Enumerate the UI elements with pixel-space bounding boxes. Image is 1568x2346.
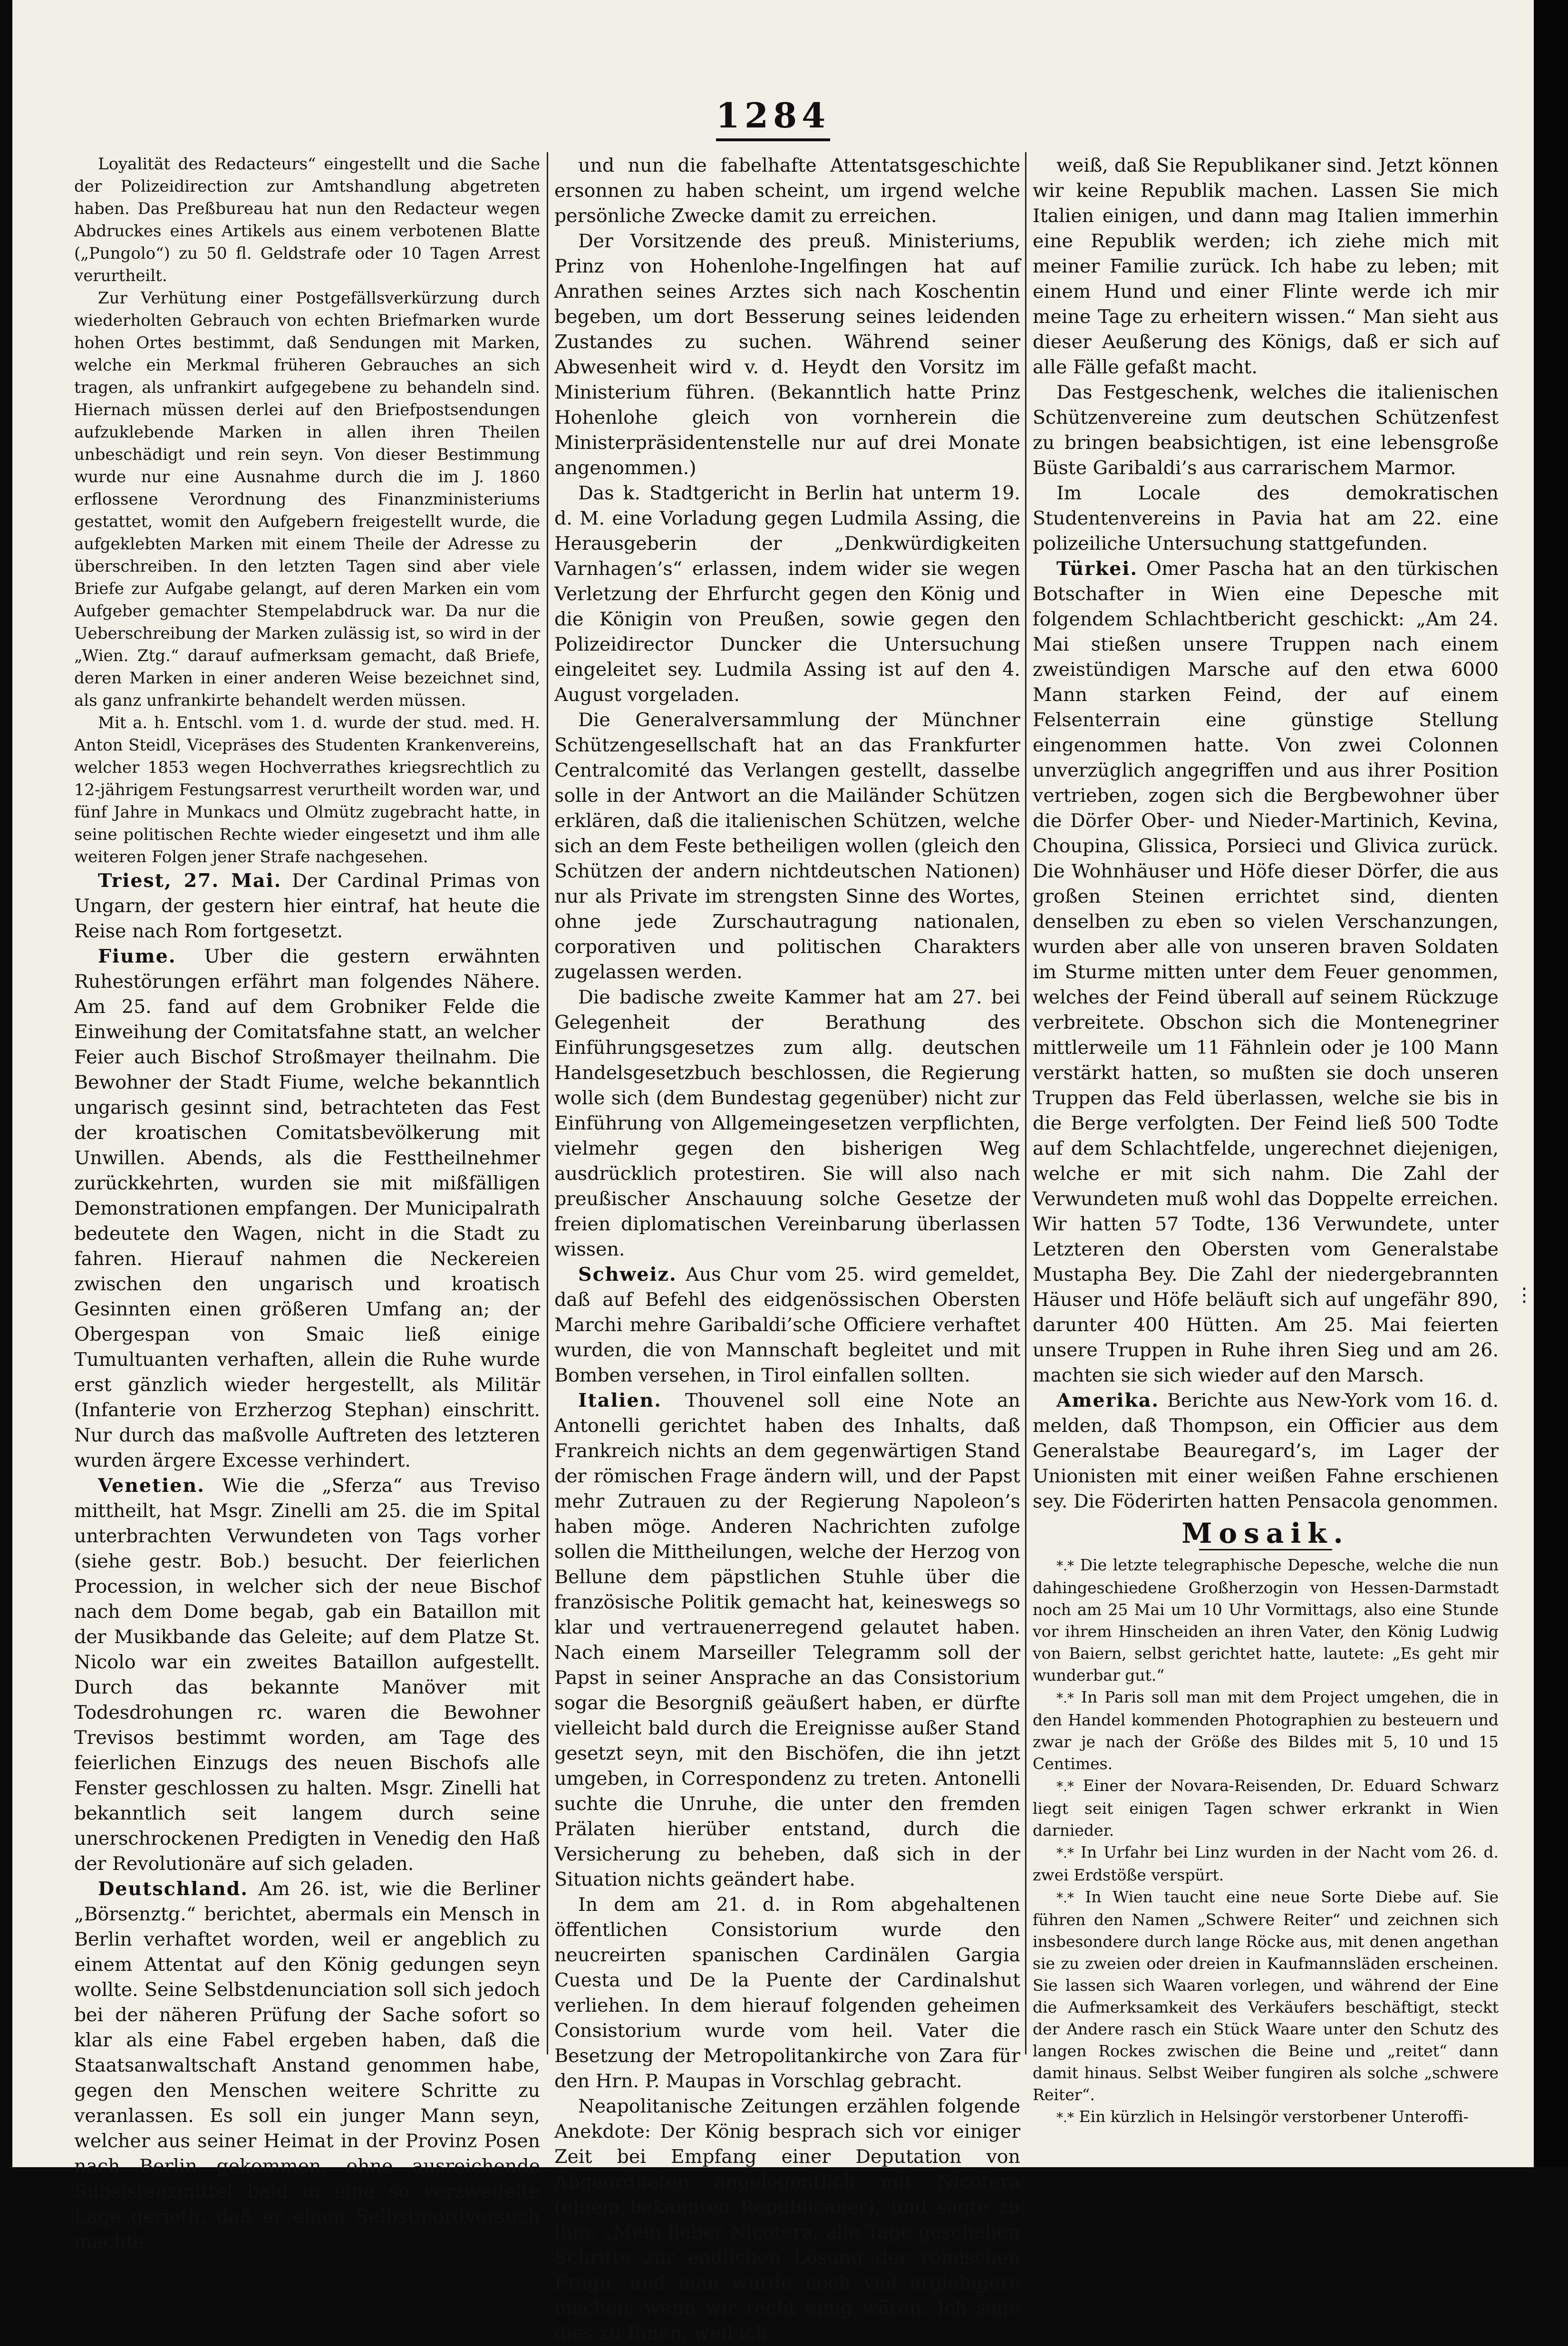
mosaik-item bbox=[1033, 1775, 1499, 1841]
column-2 bbox=[554, 153, 1021, 2344]
article-text: weiß, daß Sie Republikaner sind. Jetzt können wir keine Republik machen. Lassen Sie mich Italien einigen, und dann mag Italien immerhin eine Republik werden; ich ziehe mich mit meiner Familie zurück. Ich habe zu leben; mit einem Hund und einer Flinte werde ich mir meine Tage zu erheitern wissen.“ Man sieht aus dieser Aeußerung des Königs, daß er sich auf alle Fälle gefaßt macht. bbox=[1033, 155, 1499, 378]
article-paragraph bbox=[1033, 556, 1499, 1388]
article-paragraph bbox=[554, 985, 1020, 1262]
item-marker: *.* bbox=[1056, 2110, 1074, 2125]
article-text: Neapolitanische Zeitungen erzählen folgende Anekdote: Der König besprach sich vor einiger Zeit bei Empfang einer Deputation von Abgeordneten angelegentlich mit Nicotera (einem bekannten Republicaner), und sagte zu ihm: „Mein lieber Nicotera, alle Tage geschehen Schritte zur endlichen Lösung der römischen Frage, und man würde noch viel ergiebigere machen, wenn wir recht einig wären. Ich sage dies zu Ihnen, weil ich bbox=[554, 2095, 1020, 2344]
dateline: Triest, 27. Mai. bbox=[98, 870, 282, 892]
article-paragraph bbox=[554, 481, 1020, 708]
scan-border bbox=[1534, 0, 1568, 2167]
mosaik-item bbox=[1033, 1686, 1499, 1775]
article-paragraph bbox=[554, 2094, 1020, 2346]
section-heading-mosaik: Mosaik. bbox=[1181, 1517, 1350, 1549]
dateline: Deutschland. bbox=[98, 1878, 249, 1900]
article-paragraph bbox=[554, 153, 1020, 229]
item-marker: *.* bbox=[1056, 1558, 1074, 1574]
article-text: Berichte aus New-York vom 16. d. melden, daß Thompson, ein Officier aus dem Generalstabe Beauregard’s, im Lager der Unionisten mit einer weißen Fahne erschienen sey. Die Föderirten hatten Pensacola genommen. bbox=[1033, 1390, 1499, 1512]
article-text: Zur Verhütung einer Postgefällsverkürzung durch wiederholten Gebrauch von echten Briefmarken wurde hohen Ortes bestimmt, daß Sendungen mit Marken, welche ein Merkmal früheren Gebrauches an sich tragen, als unfrankirt aufgegebene zu behandeln sind. Hiernach müssen derlei auf den Briefpostsendungen aufzuklebende Marken in allen ihren Theilen unbeschädigt und rein seyn. Von dieser Bestimmung wurde nur eine Ausnahme durch die im J. 1860 erflossene Verordnung des Finanzministeriums gestattet, womit den Aufgebern freigestellt wurde, die aufgeklebten Marken mit einem Theile der Adresse zu überschreiben. In den letzten Tagen sind aber viele Briefe zur Aufgabe gelangt, auf deren Marken ein vom Aufgeber gemachter Stempelabdruck war. Da nur die Ueberschreibung der Marken zulässig ist, so wird in der „Wien. Ztg.“ darauf aufmerksam gemacht, daß Briefe, deren Marken in einer anderen Weise bezeichnet sind, als ganz unfrankirte behandelt werden müssen. bbox=[74, 289, 540, 710]
dateline: Venetien. bbox=[98, 1475, 205, 1497]
article-text: In dem am 21. d. in Rom abgehaltenen öffentlichen Consistorium wurde den neucreirten spanischen Cardinälen Gargia Cuesta und De la Puente der Cardinalshut verliehen. In dem hierauf folgenden geheimen Consistorium wurde vom heil. Vater die Besetzung der Metropolitankirche von Zara für den Hrn. P. Maupas in Vorschlag gebracht. bbox=[554, 1894, 1020, 2092]
mosaik-item bbox=[1033, 1886, 1499, 2106]
article-text: Das k. Stadtgericht in Berlin hat unterm 19. d. M. eine Vorladung gegen Ludmila Assing, die Herausgeberin der „Denkwürdigkeiten Varnhagen’s“ erlassen, indem wider sie wegen Verletzung der Ehrfurcht gegen den König und die Königin von Preußen, sowie gegen den Polizeidirector Duncker die Untersuchung eingeleitet sey. Ludmila Assing ist auf den 4. August vorgeladen. bbox=[554, 482, 1020, 706]
article-paragraph bbox=[74, 868, 540, 944]
article-paragraph bbox=[554, 229, 1020, 481]
article-paragraph bbox=[1033, 1388, 1499, 1514]
mosaik-text: Die letzte telegraphische Depesche, welche die nun dahingeschiedene Großherzogin von Hessen-Darmstadt noch am 25 Mai um 10 Uhr Vormittags, also eine Stunde vor ihrem Hinscheiden an ihren Vater, den König Ludwig von Baiern, selbst gerichtet hatte, lautete: „Es geht mir wunderbar gut.“ bbox=[1033, 1556, 1499, 1684]
article-text: Die Generalversammlung der Münchner Schützengesellschaft hat an das Frankfurter Centralcomité das Verlangen gestellt, dasselbe solle in der Antwort an die Mailänder Schützen erklären, daß die italienischen Schützen, welche sich an dem Feste betheiligen wollen (gleich den Schützen der andern nichtdeutschen Nationen) nur als Private im strengsten Sinne des Wortes, ohne jede Zurschautragung nationalen, corporativen und politischen Charakters zugelassen werden. bbox=[554, 709, 1020, 983]
margin-mark: ⋮ bbox=[1515, 1284, 1534, 1306]
article-text: Mit a. h. Entschl. vom 1. d. wurde der stud. med. H. Anton Steidl, Vicepräses des Studenten Krankenvereins, welcher 1853 wegen Hochverrathes kriegsrechtlich zu 12-jährigem Festungsarrest verurtheilt worden war, und fünf Jahre in Munkacs und Olmütz zugebracht hatte, in seine politischen Rechte wieder eingesetzt und ihm alle weiteren Folgen jener Strafe nachgesehen. bbox=[74, 713, 540, 866]
article-text: Omer Pascha hat an den türkischen Botschafter in Wien eine Depesche mit folgendem Schlachtbericht geschickt: „Am 24. Mai stießen unsere Truppen nach einem zweistündigen Marsche auf den etwa 6000 Mann starken Feind, der auf einem Felsenterrain eine günstige Stellung eingenommen hatte. Von zwei Colonnen unverzüglich angegriffen und aus ihrer Position vertrieben, zogen sich die Bergbewohner über die Dörfer Ober- und Nieder-Martinich, Kevina, Choupina, Glissica, Porsieci und Glivica zurück. Die Wohnhäuser und Höfe dieser Dörfer, die aus großen Steinen errichtet sind, dienten denselben zu eben so vielen Verschanzungen, wurden aber alle von unseren braven Soldaten im Sturme mitten unter dem Feuer genommen, welches der Feind überall auf seinem Rückzuge verbreitete. Obschon sich die Montenegriner mittlerweile um 11 Fähnlein oder je 100 Mann verstärkt hatten, so mußten sie doch unseren Truppen das Feld überlassen, welche sie bis in die Berge verfolgten. Der Feind ließ 500 Todte auf dem Schlachtfelde, ungerechnet diejenigen, welche er mit sich nahm. Die Zahl der Verwundeten muß wohl das Doppelte erreichen. Wir hatten 57 Todte, 136 Verwundete, unter Letzteren den Obersten vom Generalstabe Mustapha Bey. Die Zahl der niedergebrannten Häuser und Höfe beläuft sich auf ungefähr 890, darunter 400 Hütten. Am 25. Mai feierten unsere Truppen in Ruhe ihren Sieg und am 26. machten sie sich wieder auf den Marsch. bbox=[1033, 558, 1499, 1386]
column-3-articles bbox=[1033, 153, 1499, 1514]
mosaik-text: In Paris soll man mit dem Project umgehen, die in den Handel kommenden Photographien zu besteuern und zwar je nach der Größe des Bildes mit 5, 10 und 15 Centimes. bbox=[1033, 1688, 1499, 1773]
dateline: Fiume. bbox=[98, 945, 176, 967]
dateline: Schweiz. bbox=[578, 1264, 677, 1285]
article-text: Im Locale des demokratischen Studentenvereins in Pavia hat am 22. eine polizeiliche Untersuchung stattgefunden. bbox=[1033, 482, 1499, 555]
article-text: Die badische zweite Kammer hat am 27. bei Gelegenheit der Berathung des Einführungsgesetzes zum allg. deutschen Handelsgesetzbuch beschlossen, die Regierung wolle sich (dem Bundestag gegenüber) nicht zur Einführung von Allgemeingesetzen verpflichten, vielmehr gegen den bisherigen Weg ausdrücklich protestiren. Sie will also nach preußischer Anschauung solche Gesetze der freien diplomatischen Vereinbarung überlassen wissen. bbox=[554, 986, 1020, 1260]
article-text: Am 26. ist, wie die Berliner „Börsenztg.“ berichtet, abermals ein Mensch in Berlin verhaftet worden, weil er angeblich zu einem Attentat auf den König gedungen seyn wollte. Seine Selbstdenunciation soll sich jedoch bei der näheren Prüfung der Sache sofort so klar als eine Fabel ergeben haben, daß die Staatsanwaltschaft Anstand genommen habe, gegen den Menschen weitere Schritte zu veranlassen. Es soll ein junger Mann seyn, welcher aus seiner Heimat in der Provinz Posen nach Berlin gekommen, ohne ausreichende Subsistenzmittel bald in eine so verzweifelte Lage gerieth, daß er einen Selbstmordversuch machte bbox=[74, 1878, 541, 2253]
article-text: Thouvenel soll eine Note an Antonelli gerichtet haben des Inhalts, daß Frankreich nichts an dem gegenwärtigen Stand der römischen Frage ändern will, und der Papst mehr Zutrauen zu der Regierung Napoleon’s haben möge. Anderen Nachrichten zufolge sollen die Mittheilungen, welche der Herzog von Bellune dem päpstlichen Stuhle über die französische Politik gemacht hat, keineswegs so klar und vertrauenerregend gelautet haben. Nach einem Marseiller Telegramm soll der Papst in seiner Ansprache an das Consistorium sogar die Besorgniß geäußert haben, er dürfte vielleicht bald durch die Ereignisse außer Stand gesetzt seyn, mit den Bischöfen, die ihn jetzt umgeben, in Correspondenz zu treten. Antonelli suchte die Unruhe, die unter den fremden Prälaten hierüber entstand, durch die Versicherung zu beheben, daß sich in der Situation nichts geändert habe. bbox=[554, 1390, 1020, 1890]
article-text: und nun die fabelhafte Attentatsgeschichte ersonnen zu haben scheint, um irgend welche persönliche Zwecke damit zu erreichen. bbox=[554, 155, 1020, 227]
article-text: Das Festgeschenk, welches die italienischen Schützenvereine zum deutschen Schützenfest zu bringen beabsichtigen, ist eine lebensgroße Büste Garibaldi’s aus carrarischem Marmor. bbox=[1033, 381, 1499, 479]
page-number: 1284 bbox=[12, 95, 1534, 141]
mosaik-text: Ein kürzlich in Helsingör verstorbener Unteroffi- bbox=[1079, 2107, 1469, 2126]
item-marker: *.* bbox=[1056, 1845, 1074, 1861]
article-paragraph bbox=[1033, 380, 1499, 481]
article-paragraph bbox=[554, 708, 1020, 985]
item-marker: *.* bbox=[1056, 1890, 1074, 1906]
mosaik-text: In Urfahr bei Linz wurden in der Nacht vom 26. d. zwei Erdstöße verspürt. bbox=[1033, 1843, 1499, 1884]
article-paragraph bbox=[1033, 153, 1499, 380]
article-paragraph bbox=[74, 944, 540, 1473]
article-paragraph bbox=[1033, 481, 1499, 556]
article-paragraph bbox=[74, 153, 540, 287]
dateline: Italien. bbox=[578, 1390, 662, 1411]
article-text: Der Vorsitzende des preuß. Ministeriums, Prinz von Hohenlohe-Ingelfingen hat auf Anrathen seines Arztes sich nach Koschentin begeben, um dort Besserung seines leidenden Zustandes zu suchen. Während seiner Abwesenheit wird v. d. Heydt den Vorsitz im Ministerium führen. (Bekanntlich hatte Prinz Hohenlohe gleich von vornherein die Ministerpräsidentenstelle nur auf drei Monate angenommen.) bbox=[554, 230, 1020, 479]
article-paragraph bbox=[74, 287, 540, 712]
dateline: Amerika. bbox=[1056, 1390, 1160, 1411]
article-text: Uber die gestern erwähnten Ruhestörungen erfährt man folgendes Nähere. Am 25. fand auf dem Grobniker Felde die Einweihung der Comitatsfahne statt, an welcher Feier auch Bischof Stroßmayer theilnahm. Die Bewohner der Stadt Fiume, welche bekanntlich ungarisch gesinnt sind, betrachteten das Fest der kroatischen Comitatsbevölkerung mit Unwillen. Abends, als die Festtheilnehmer zurückkehrten, wurden sie mit mißfälligen Demonstrationen empfangen. Der Municipalrath bedeutete den Wagen, nicht in die Stadt zu fahren. Hierauf nahmen die Neckereien zwischen den ungarisch und kroatisch Gesinnten einen größeren Umfang an; der Obergespan von Smaic ließ einige Tumultuanten verhaften, allein die Ruhe wurde erst gänzlich wieder hergestellt, als Militär (Infanterie von Erzherzog Stephan) einschritt. Nur durch das maßvolle Auftreten des letzteren wurden ärgere Excesse verhindert. bbox=[74, 945, 540, 1471]
mosaik-section bbox=[1033, 1554, 1499, 2129]
article-text: Wie die „Sferza“ aus Treviso mittheilt, hat Msgr. Zinelli am 25. die im Spital unterbrachten Verwundeten von Tags vorher (siehe gestr. Bob.) besucht. Der feierlichen Procession, in welcher sich der neue Bischof nach dem Dome begab, gab ein Bataillon mit der Musikbande das Geleite; auf dem Platze St. Nicolo war ein zweites Bataillon aufgestellt. Durch das bekannte Manöver mit Todesdrohungen rc. waren die Bewohner Trevisos bestimmt worden, am Tage des feierlichen Einzugs des neuen Bischofs alle Fenster geschlossen zu halten. Msgr. Zinelli hat bekanntlich seit langem durch seine unerschrockenen Predigten in Venedig den Haß der Revolutionäre auf sich geladen. bbox=[74, 1475, 540, 1875]
item-marker: *.* bbox=[1056, 1690, 1074, 1706]
article-paragraph bbox=[74, 1473, 540, 1877]
mosaik-text: In Wien taucht eine neue Sorte Diebe auf. Sie führen den Namen „Schwere Reiter“ und zeichnen sich insbesondere durch lange Röcke aus, mit denen angethan sie zu zweien oder dreien in Kaufmannsläden erscheinen. Sie lassen sich Waaren vorlegen, und während der Eine die Aufmerksamkeit des Verkäufers beschäftigt, steckt der Andere rasch ein Stück Waare unter den Schutz des langen Rockes zwischen die Beine und „reitet“ dann damit hinaus. Selbst Weiber fungiren als solche „schwere Reiter“. bbox=[1033, 1888, 1499, 2104]
mosaik-item bbox=[1033, 1554, 1499, 1686]
mosaik-item bbox=[1033, 2106, 1499, 2129]
article-paragraph bbox=[554, 1388, 1020, 1892]
article-paragraph bbox=[74, 712, 540, 868]
article-text: Aus Chur vom 25. wird gemeldet, daß auf Befehl des eidgenössischen Obersten Marchi mehre Garibaldi’sche Officiere verhaftet wurden, die von Mannschaft begleitet und mit Bomben versehen, in Tirol einfallen sollten. bbox=[554, 1264, 1021, 1386]
column-3 bbox=[1033, 153, 1499, 2126]
column-rule bbox=[547, 152, 548, 2054]
column-rule bbox=[1025, 152, 1026, 2054]
article-text: Der Cardinal Primas von Ungarn, der gestern hier eintraf, hat heute die Reise nach Rom fortgesetzt. bbox=[74, 870, 540, 942]
column-1 bbox=[74, 153, 541, 2253]
article-text: Loyalität des Redacteurs“ eingestellt und die Sache der Polizeidirection zur Amtshandlung abgetreten haben. Das Preßbureau hat nun den Redacteur wegen Abdruckes eines Artikels aus einem verbotenen Blatte („Pungolo“) zu 50 fl. Geldstrafe oder 10 Tagen Arrest verurtheilt. bbox=[74, 155, 540, 285]
mosaik-text: Einer der Novara-Reisenden, Dr. Eduard Schwarz liegt seit einigen Tagen schwer erkrankt in Wien darnieder. bbox=[1033, 1776, 1499, 1840]
mosaik-item bbox=[1033, 1841, 1499, 1886]
newspaper-page bbox=[12, 0, 1534, 2344]
article-paragraph bbox=[554, 1262, 1020, 1388]
article-paragraph bbox=[554, 1892, 1020, 2094]
article-paragraph bbox=[74, 1877, 540, 2255]
item-marker: *.* bbox=[1056, 1779, 1074, 1794]
dateline: Türkei. bbox=[1056, 558, 1138, 580]
